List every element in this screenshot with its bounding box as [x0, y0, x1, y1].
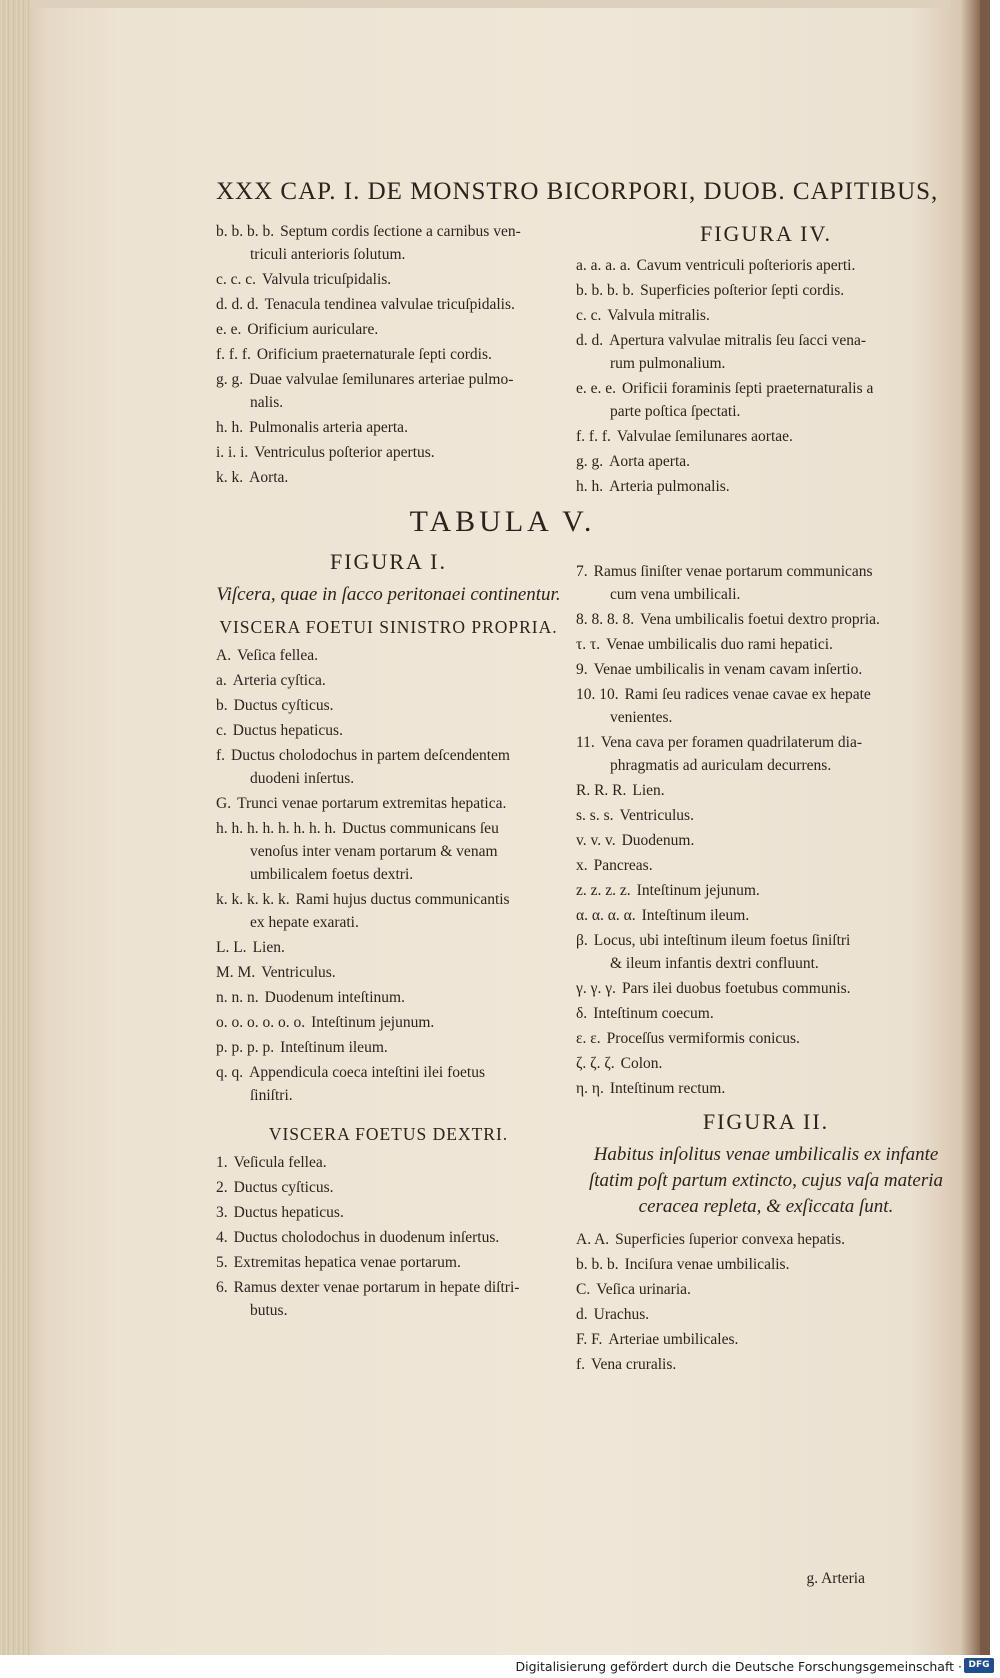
- legend-entry: [576, 683, 956, 729]
- legend-entry: [216, 669, 561, 692]
- footer-credit: Digitalisierung gefördert durch die Deutsche Forschungsgemeinschaft ·: [515, 1659, 962, 1674]
- entry-key: 9.: [576, 661, 588, 678]
- legend-entry: [216, 1276, 561, 1322]
- entry-key: F. F.: [576, 1331, 603, 1348]
- entry-text: Pulmonalis arteria aperta.: [249, 419, 408, 436]
- entry-key: k. k.: [216, 469, 244, 486]
- legend-entry: [576, 1303, 956, 1326]
- legend-entry: [576, 633, 956, 656]
- entry-key: c. c. c.: [216, 271, 257, 288]
- entry-continuation: butus.: [250, 1302, 288, 1319]
- entry-continuation: cum vena umbilicali.: [610, 586, 741, 603]
- entry-key: q. q.: [216, 1064, 244, 1081]
- figura-i-title: FIGURA I.: [329, 549, 447, 574]
- legend-entry: [216, 644, 561, 667]
- legend-entry: [216, 719, 561, 742]
- entry-key: h. h.: [216, 419, 244, 436]
- legend-entry: [216, 1011, 561, 1034]
- entry-text: Pars ilei duobus foetubus communis.: [621, 980, 851, 997]
- entry-text: Lien.: [632, 782, 665, 799]
- legend-entry: [576, 658, 956, 681]
- entry-text: Valvula tricuſpidalis.: [262, 271, 392, 288]
- left-column-top: [216, 220, 561, 491]
- entry-text: Venae umbilicalis in venam cavam inſertio.: [593, 661, 863, 678]
- legend-entry: [576, 929, 956, 975]
- entry-key: 10. 10.: [576, 686, 619, 703]
- entry-continuation: & ileum infantis dextri confluunt.: [610, 955, 819, 972]
- legend-entry: [576, 450, 956, 473]
- section-dextri-title: VISCERA FOETUS DEXTRI.: [268, 1124, 509, 1144]
- list: [576, 1228, 956, 1376]
- entry-key: 4.: [216, 1229, 228, 1246]
- legend-entry: [576, 854, 956, 877]
- legend-entry: [216, 1251, 561, 1274]
- page-edge-left: [0, 0, 30, 1655]
- legend-entry: [576, 560, 956, 606]
- entry-key: G.: [216, 795, 232, 812]
- entry-key: d. d. d.: [216, 296, 259, 313]
- entry-text: Superficies ſuperior convexa hepatis.: [615, 1231, 846, 1248]
- entry-text: Inteſtinum jejunum.: [311, 1014, 435, 1031]
- catchword: g. Arteria: [806, 1570, 865, 1587]
- entry-key: n. n. n.: [216, 989, 259, 1006]
- entry-text: Septum cordis ſectione a carnibus ven-: [280, 223, 521, 240]
- legend-entry: [216, 1061, 561, 1107]
- entry-key: a.: [216, 672, 227, 689]
- legend-entry: [216, 466, 561, 489]
- legend-entry: [576, 1228, 956, 1251]
- entry-key: x.: [576, 857, 588, 874]
- entry-text: Valvula mitralis.: [607, 307, 710, 324]
- entry-text: Ductus hepaticus.: [233, 1204, 344, 1221]
- legend-entry: [216, 1226, 561, 1249]
- entry-key: z. z. z. z.: [576, 882, 631, 899]
- entry-text: Arteriae umbilicales.: [608, 1331, 739, 1348]
- legend-entry: [216, 1151, 561, 1174]
- entry-text: Superficies poſterior ſepti cordis.: [640, 282, 845, 299]
- legend-entry: [576, 731, 956, 777]
- entry-key: α. α. α. α.: [576, 907, 636, 924]
- entry-text: Urachus.: [593, 1306, 650, 1323]
- entry-text: Cavum ventriculi poſterioris aperti.: [636, 257, 856, 274]
- legend-entry: [576, 425, 956, 448]
- legend-entry: [576, 475, 956, 498]
- legend-entry: [216, 961, 561, 984]
- legend-entry: [216, 220, 561, 266]
- entry-text: Inteſtinum ileum.: [280, 1039, 388, 1056]
- entry-continuation: triculi anterioris ſolutum.: [250, 246, 406, 263]
- tabula-title: TABULA V.: [409, 505, 596, 538]
- entry-key: d.: [576, 1306, 588, 1323]
- entry-key: 8. 8. 8. 8.: [576, 611, 635, 628]
- entry-key: e. e.: [216, 321, 242, 338]
- entry-key: f. f. f.: [576, 428, 611, 445]
- entry-key: v. v. v.: [576, 832, 616, 849]
- entry-key: 5.: [216, 1254, 228, 1271]
- entry-continuation: parte poſtica ſpectati.: [610, 403, 741, 420]
- entry-continuation: ex hepate exarati.: [250, 914, 359, 931]
- list: [576, 254, 956, 498]
- legend-entry: [576, 779, 956, 802]
- legend-entry: [576, 377, 956, 423]
- entry-key: d. d.: [576, 332, 604, 349]
- entry-key: k. k. k. k. k.: [216, 891, 290, 908]
- entry-key: a. a. a. a.: [576, 257, 631, 274]
- entry-text: Trunci venae portarum extremitas hepatica.: [237, 795, 507, 812]
- entry-key: s. s. s.: [576, 807, 614, 824]
- legend-entry: [576, 304, 956, 327]
- entry-text: Veſica urinaria.: [596, 1281, 691, 1298]
- entry-text: Appendicula coeca inteſtini ilei foetus: [249, 1064, 485, 1081]
- entry-text: Tenacula tendinea valvulae tricuſpidalis.: [264, 296, 515, 313]
- legend-entry: [216, 268, 561, 291]
- legend-entry: [576, 1328, 956, 1351]
- legend-entry: [576, 1077, 956, 1100]
- legend-entry: [216, 416, 561, 439]
- digitization-footer: [0, 1655, 1000, 1678]
- entry-text: Pancreas.: [593, 857, 653, 874]
- entry-text: Proceſſus vermiformis conicus.: [606, 1030, 800, 1047]
- right-column-bottom: [576, 560, 956, 1378]
- entry-text: Aorta aperta.: [609, 453, 691, 470]
- legend-entry: [216, 1176, 561, 1199]
- entry-key: ε. ε.: [576, 1030, 601, 1047]
- entry-continuation: venientes.: [610, 709, 673, 726]
- entry-text: Locus, ubi inteſtinum ileum foetus ſiniſtri: [593, 932, 851, 949]
- entry-text: Colon.: [620, 1055, 663, 1072]
- legend-entry: [576, 977, 956, 1000]
- entry-text: Rami hujus ductus communicantis: [295, 891, 510, 908]
- entry-text: Duodenum.: [621, 832, 695, 849]
- entry-key: ζ. ζ. ζ.: [576, 1055, 615, 1072]
- entry-text: Inteſtinum jejunum.: [636, 882, 760, 899]
- left-column-bottom: [216, 548, 561, 1324]
- entry-text: Vena umbilicalis foetui dextro propria.: [640, 611, 880, 628]
- section-sinistro-title: VISCERA FOETUI SINISTRO PROPRIA.: [219, 617, 558, 637]
- figura-ii-subtitle: Habitus inſolitus venae umbilicalis ex infante ſtatim poſt partum extincto, cujus vaſa materia ceracea repleta, & exſiccata ſunt.: [588, 1144, 944, 1217]
- entry-key: δ.: [576, 1005, 588, 1022]
- entry-key: γ. γ. γ.: [576, 980, 616, 997]
- entry-text: Inteſtinum ileum.: [641, 907, 750, 924]
- legend-entry: [576, 1052, 956, 1075]
- entry-text: Valvulae ſemilunares aortae.: [616, 428, 793, 445]
- entry-text: Inteſtinum rectum.: [609, 1080, 726, 1097]
- entry-text: Ductus cyſticus.: [233, 697, 334, 714]
- legend-entry: [576, 1002, 956, 1025]
- legend-entry: [576, 1278, 956, 1301]
- entry-continuation: ſiniſtri.: [250, 1087, 293, 1104]
- legend-entry: [576, 879, 956, 902]
- entry-continuation: rum pulmonalium.: [610, 355, 726, 372]
- legend-entry: [576, 1027, 956, 1050]
- legend-entry: [216, 744, 561, 790]
- entry-key: M. M.: [216, 964, 256, 981]
- page-content: [30, 0, 975, 1655]
- entry-text: Ventriculus poſterior apertus.: [254, 444, 435, 461]
- entry-key: h. h. h. h. h. h. h. h.: [216, 820, 337, 837]
- entry-key: g. g.: [576, 453, 604, 470]
- entry-text: Vena cruralis.: [591, 1356, 677, 1373]
- legend-entry: [576, 1253, 956, 1276]
- figura-ii-title: FIGURA II.: [702, 1109, 830, 1134]
- entry-key: p. p. p. p.: [216, 1039, 275, 1056]
- legend-entry: [576, 829, 956, 852]
- entry-key: L. L.: [216, 939, 247, 956]
- entry-key: b. b. b.: [576, 1256, 619, 1273]
- entry-key: R. R. R.: [576, 782, 627, 799]
- entry-text: Aorta.: [249, 469, 289, 486]
- list: [216, 1151, 561, 1322]
- legend-entry: [216, 888, 561, 934]
- entry-text: Vena cava per foramen quadrilaterum dia-: [600, 734, 863, 751]
- entry-key: 11.: [576, 734, 595, 751]
- legend-entry: [216, 817, 561, 886]
- entry-key: 3.: [216, 1204, 228, 1221]
- entry-key: f.: [216, 747, 226, 764]
- legend-entry: [216, 1036, 561, 1059]
- entry-text: Ventriculus.: [619, 807, 694, 824]
- entry-key: c. c.: [576, 307, 602, 324]
- entry-text: Orificium praeternaturale ſepti cordis.: [256, 346, 492, 363]
- entry-key: 2.: [216, 1179, 228, 1196]
- entry-key: c.: [216, 722, 227, 739]
- entry-key: e. e. e.: [576, 380, 617, 397]
- entry-text: Veſicula fellea.: [233, 1154, 327, 1171]
- running-header: XXX CAP. I. DE MONSTRO BICORPORI, DUOB. CAPITIBUS,: [216, 178, 939, 205]
- entry-text: Lien.: [252, 939, 285, 956]
- entry-key: τ. τ.: [576, 636, 601, 653]
- entry-key: b.: [216, 697, 228, 714]
- entry-key: o. o. o. o. o. o.: [216, 1014, 306, 1031]
- legend-entry: [576, 608, 956, 631]
- dfg-logo-icon: DFG: [964, 1658, 994, 1673]
- legend-entry: [216, 318, 561, 341]
- legend-entry: [216, 293, 561, 316]
- figura-iv-title: FIGURA IV.: [699, 221, 833, 246]
- list: [216, 644, 561, 1107]
- entry-key: f.: [576, 1356, 586, 1373]
- entry-text: Ductus communicans ſeu: [342, 820, 499, 837]
- entry-key: h. h.: [576, 478, 604, 495]
- entry-continuation: venoſus inter venam portarum & venam umbilicalem foetus dextri.: [250, 843, 498, 883]
- legend-entry: [576, 329, 956, 375]
- entry-text: Apertura valvulae mitralis ſeu ſacci vena-: [609, 332, 867, 349]
- entry-text: Extremitas hepatica venae portarum.: [233, 1254, 461, 1271]
- legend-entry: [216, 1201, 561, 1224]
- entry-text: Ductus cholodochus in partem deſcendentem: [231, 747, 510, 764]
- entry-text: Arteria cyſtica.: [232, 672, 326, 689]
- entry-text: Veſica fellea.: [237, 647, 318, 664]
- entry-continuation: phragmatis ad auriculam decurrens.: [610, 757, 832, 774]
- legend-entry: [216, 441, 561, 464]
- entry-key: A.: [216, 647, 232, 664]
- legend-entry: [576, 804, 956, 827]
- legend-entry: [576, 279, 956, 302]
- legend-entry: [216, 986, 561, 1009]
- right-column-top: [576, 220, 956, 500]
- entry-key: η. η.: [576, 1080, 604, 1097]
- entry-text: Orificii foraminis ſepti praeternaturalis a: [622, 380, 874, 397]
- legend-entry: [216, 936, 561, 959]
- entry-text: Rami ſeu radices venae cavae ex hepate: [624, 686, 871, 703]
- entry-key: i. i. i.: [216, 444, 249, 461]
- entry-key: β.: [576, 932, 588, 949]
- entry-key: 7.: [576, 563, 588, 580]
- list: [216, 220, 561, 489]
- entry-text: Ductus hepaticus.: [232, 722, 343, 739]
- entry-continuation: duodeni inſertus.: [250, 770, 355, 787]
- entry-key: 6.: [216, 1279, 228, 1296]
- entry-text: Ductus cyſticus.: [233, 1179, 334, 1196]
- legend-entry: [576, 1353, 956, 1376]
- entry-continuation: nalis.: [250, 394, 284, 411]
- entry-text: Ventriculus.: [261, 964, 336, 981]
- entry-key: A. A.: [576, 1231, 610, 1248]
- entry-text: Inciſura venae umbilicalis.: [624, 1256, 790, 1273]
- legend-entry: [216, 694, 561, 717]
- legend-entry: [576, 904, 956, 927]
- entry-text: Duodenum inteſtinum.: [264, 989, 405, 1006]
- entry-text: Ductus cholodochus in duodenum inſertus.: [233, 1229, 500, 1246]
- figura-i-subtitle: Viſcera, quae in ſacco peritonaei continentur.: [216, 584, 561, 605]
- entry-text: Ramus dexter venae portarum in hepate diſtri-: [233, 1279, 520, 1296]
- legend-entry: [216, 368, 561, 414]
- entry-key: b. b. b. b.: [216, 223, 275, 240]
- legend-entry: [576, 254, 956, 277]
- entry-text: Arteria pulmonalis.: [609, 478, 730, 495]
- legend-entry: [216, 792, 561, 815]
- list: [576, 560, 956, 1100]
- legend-entry: [216, 343, 561, 366]
- entry-text: Ramus ſiniſter venae portarum communicans: [593, 563, 873, 580]
- entry-text: Venae umbilicalis duo rami hepatici.: [606, 636, 833, 653]
- book-cover-edge: [980, 0, 990, 1655]
- entry-key: 1.: [216, 1154, 228, 1171]
- entry-text: Duae valvulae ſemilunares arteriae pulmo-: [249, 371, 514, 388]
- entry-key: b. b. b. b.: [576, 282, 635, 299]
- entry-key: C.: [576, 1281, 591, 1298]
- entry-key: f. f. f.: [216, 346, 251, 363]
- entry-key: g. g.: [216, 371, 244, 388]
- entry-text: Inteſtinum coecum.: [593, 1005, 714, 1022]
- entry-text: Orificium auriculare.: [247, 321, 379, 338]
